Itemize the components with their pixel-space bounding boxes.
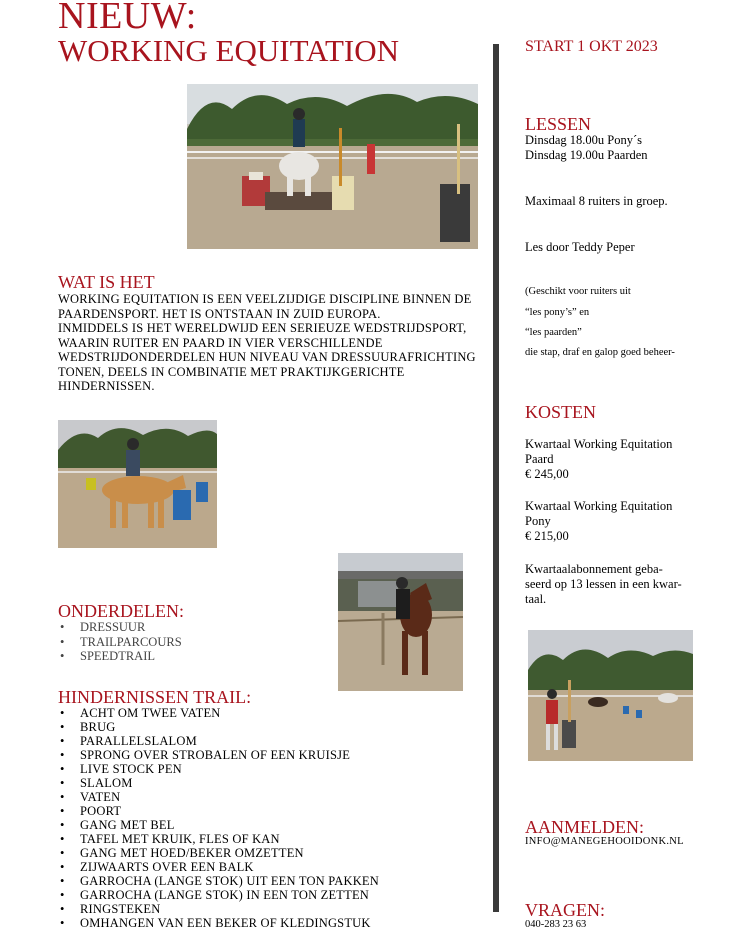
- list-item: • SPRONG OVER STROBALEN OF EEN KRUISJE: [58, 748, 379, 762]
- price-pony-line-1: Kwartaal Working Equitation: [525, 499, 673, 513]
- price-paard-amount: € 245,00: [525, 467, 569, 481]
- section-heading-wat-is-het: WAT IS HET: [58, 272, 155, 292]
- abonnement-line-2: seerd op 13 lessen in een kwar-: [525, 577, 682, 591]
- geschikt-line-2: “les pony’s” en: [525, 307, 590, 318]
- photo-dark-horse: [338, 553, 463, 691]
- wat-is-het-text: [58, 292, 490, 394]
- list-item: • SLALOM: [58, 776, 379, 790]
- abonnement-line-3: taal.: [525, 592, 547, 606]
- page-title: NIEUW:: [58, 0, 197, 37]
- list-item: • TAFEL MET KRUIK, FLES OF KAN: [58, 832, 379, 846]
- geschikt-line-3: “les paarden”: [525, 327, 582, 338]
- abonnement-line-1: Kwartaalabonnement geba-: [525, 562, 663, 576]
- list-item: • GANG MET HOED/BEKER OMZETTEN: [58, 846, 379, 860]
- section-heading-onderdelen: ONDERDELEN:: [58, 601, 184, 621]
- start-date: START 1 OKT 2023: [525, 38, 658, 55]
- list-item: • GARROCHA (LANGE STOK) UIT EEN TON PAKKEN: [58, 874, 379, 888]
- list-item: • BRUG: [58, 720, 379, 734]
- price-paard-line-1: Kwartaal Working Equitation: [525, 437, 673, 451]
- list-item: • ZIJWAARTS OVER EEN BALK: [58, 860, 379, 874]
- photo-arena-bridge: [187, 84, 478, 249]
- section-heading-aanmelden: AANMELDEN:: [525, 817, 644, 837]
- price-pony-line-2: Pony: [525, 514, 551, 528]
- instructor: Les door Teddy Peper: [525, 240, 635, 254]
- geschikt-line-4: die stap, draf en galop goed beheer-: [525, 347, 675, 358]
- list-item: • VATEN: [58, 790, 379, 804]
- list-item: • RINGSTEKEN: [58, 902, 379, 916]
- page-subtitle: WORKING EQUITATION: [58, 33, 400, 68]
- column-divider: [493, 44, 499, 912]
- photo-arena-group: [528, 630, 693, 761]
- section-heading-vragen: VRAGEN:: [525, 900, 605, 920]
- wat-is-het-paragraph-2: INMIDDELS IS HET WERELDWIJD EEN SERIEUZE WEDSTRIJDSPORT, WAARIN RUITER EN PAARD IN VIER VERSCHILLENDE WEDSTRIJDONDERDELEN HUN NIVEAU VAN DRESSUURAFRICHTING TONEN, DEELS IN COMBINATIE MET PRAKTIJKGERICHTE HINDERNISSEN.: [58, 321, 476, 393]
- lessen-line-1: Dinsdag 18.00u Pony´s: [525, 133, 643, 147]
- wat-is-het-paragraph-1: WORKING EQUITATION IS EEN VEELZIJDIGE DISCIPLINE BINNEN DE PAARDENSPORT. HET IS ONTSTAAN IN ZUID EUROPA.: [58, 292, 472, 321]
- contact-email[interactable]: INFO@MANEGEHOOIDONK.NL: [525, 836, 684, 847]
- list-item: • OMHANGEN VAN EEN BEKER OF KLEDINGSTUK: [58, 916, 379, 930]
- geschikt-line-1: (Geschikt voor ruiters uit: [525, 286, 631, 297]
- list-item: • SPEEDTRAIL: [58, 649, 182, 664]
- photo-palomino-barrels: [58, 420, 217, 548]
- list-item: • LIVE STOCK PEN: [58, 762, 379, 776]
- hindernissen-list: [58, 706, 379, 930]
- list-item: • POORT: [58, 804, 379, 818]
- list-item: • GARROCHA (LANGE STOK) IN EEN TON ZETTEN: [58, 888, 379, 902]
- price-paard-line-2: Paard: [525, 452, 554, 466]
- list-item: • DRESSUUR: [58, 620, 182, 635]
- section-heading-hindernissen: HINDERNISSEN TRAIL:: [58, 687, 252, 707]
- onderdelen-list: [58, 620, 182, 664]
- list-item: • TRAILPARCOURS: [58, 635, 182, 650]
- lessen-line-2: Dinsdag 19.00u Paarden: [525, 148, 648, 162]
- max-riders: Maximaal 8 ruiters in groep.: [525, 194, 668, 208]
- price-pony-amount: € 215,00: [525, 529, 569, 543]
- section-heading-lessen: LESSEN: [525, 114, 592, 134]
- section-heading-kosten: KOSTEN: [525, 402, 596, 422]
- list-item: • GANG MET BEL: [58, 818, 379, 832]
- list-item: • PARALLELSLALOM: [58, 734, 379, 748]
- contact-phone[interactable]: 040-283 23 63: [525, 919, 587, 930]
- list-item: • ACHT OM TWEE VATEN: [58, 706, 379, 720]
